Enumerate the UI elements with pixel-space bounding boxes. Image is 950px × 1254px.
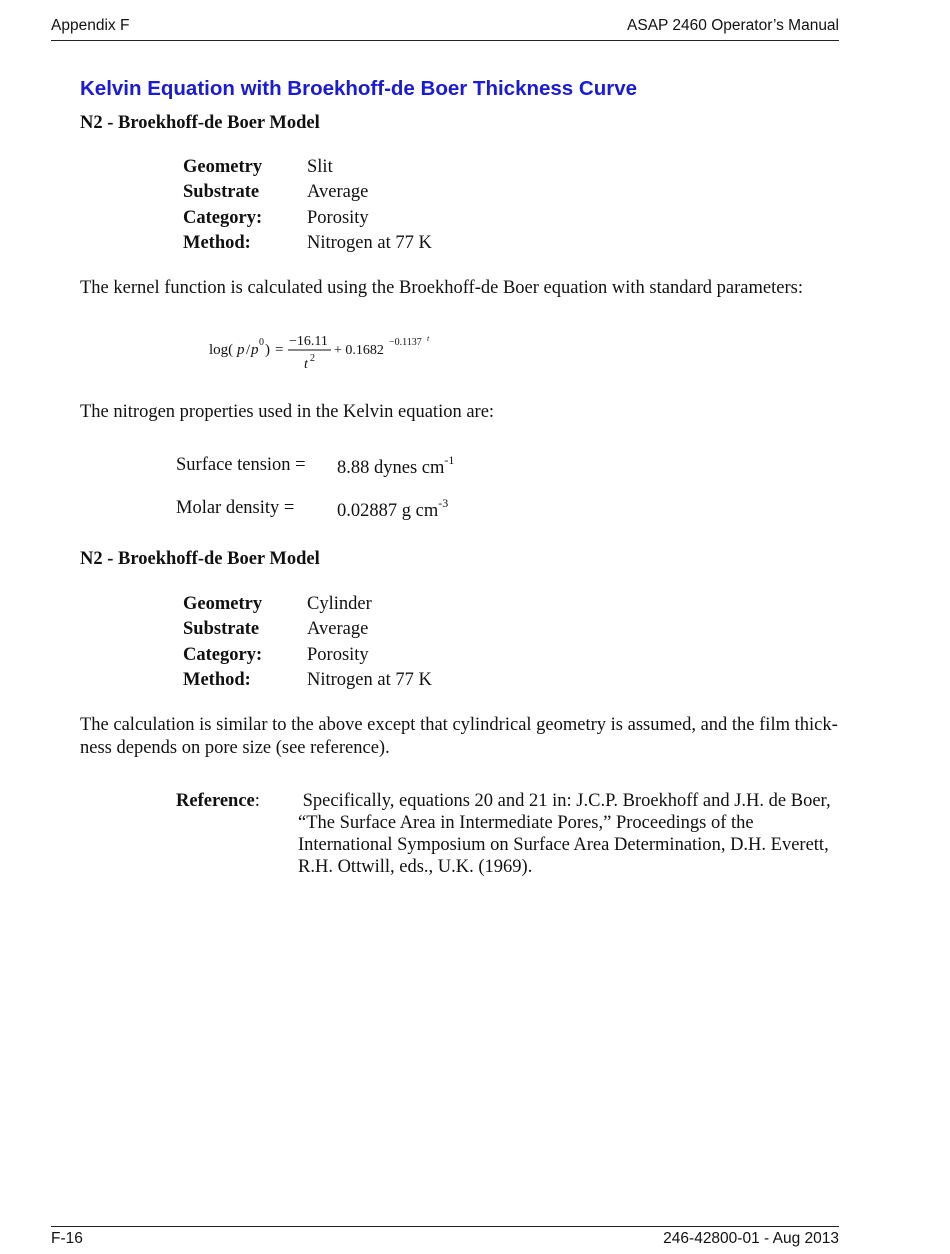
document-number: 246-42800-01 - Aug 2013 — [663, 1230, 839, 1247]
calculation-paragraph — [80, 714, 840, 760]
property-value: Average — [307, 619, 369, 640]
surface-tension-label: Surface tension = — [176, 455, 306, 475]
calculation-line: ness depends on pore size (see reference). — [80, 738, 390, 758]
eq-denominator-superscript: 2 — [310, 353, 315, 364]
property-label: Geometry — [183, 157, 263, 177]
property-value: Nitrogen at 77 K — [307, 669, 432, 690]
reference-line: International Symposium on Surface Area Determination, D.H. Everett, — [298, 835, 829, 855]
property-label: Category: — [183, 207, 263, 228]
model-heading-cylinder: N2 - Broekhoff-de Boer Model — [80, 549, 320, 569]
property-row — [183, 592, 432, 617]
reference-line: “The Surface Area in Intermediate Pores,” Proceedings of the — [298, 813, 754, 833]
surface-tension-value: 8.88 dynes $cm^{-1}$ — [337, 453, 455, 479]
property-label: Geometry — [183, 594, 263, 614]
eq-numerator: −16.11 — [289, 334, 328, 349]
nitrogen-properties-intro: The nitrogen properties used in the Kelvin equation are: — [80, 402, 495, 422]
eq-log: log( — [209, 342, 234, 358]
eq-plus-term: + 0.1682 — [334, 343, 384, 358]
property-row — [183, 231, 432, 256]
molar-density-label: Molar density = — [176, 498, 295, 518]
eq-p0: p — [251, 342, 259, 358]
footer-rule — [51, 1226, 839, 1227]
property-row — [183, 643, 432, 668]
property-row — [183, 155, 432, 180]
broekhoff-de-boer-equation — [209, 330, 449, 378]
reference-line: R.H. Ottwill, eds., U.K. (1969). — [298, 857, 533, 877]
molar-density-exponent: -3 — [438, 496, 449, 510]
page-header-left: Appendix F — [51, 17, 130, 34]
model-properties-cylinder — [183, 592, 432, 693]
molar-density-value: 0.02887 g $cm^{-3}$ — [337, 496, 449, 522]
header-rule — [51, 40, 839, 41]
surface-tension-exponent: -1 — [444, 453, 455, 467]
reference-label: Reference: — [176, 791, 260, 811]
property-label: Method: — [183, 232, 251, 253]
property-row — [183, 206, 432, 231]
property-value: Porosity — [307, 644, 369, 665]
property-label: Substrate — [183, 182, 260, 203]
model-heading-slit: N2 - Broekhoff-de Boer Model — [80, 113, 320, 133]
property-label: Method: — [183, 669, 251, 690]
section-title: Kelvin Equation with Broekhoff-de Boer Thickness Curve — [80, 77, 638, 100]
reference-block — [176, 790, 840, 878]
eq-p: p — [237, 342, 245, 358]
reference-text — [298, 790, 838, 878]
eq-slash: / — [246, 342, 251, 358]
model-properties-slit — [183, 155, 432, 256]
property-row — [183, 668, 432, 693]
eq-denominator: t — [304, 357, 308, 372]
property-label: Substrate — [183, 619, 260, 640]
eq-p0-superscript: 0 — [259, 337, 264, 348]
property-row — [183, 180, 432, 205]
eq-close-paren: ) — [265, 342, 270, 358]
reference-line: Specifically, equations 20 and 21 in: J.C.P. Broekhoff and J.H. de Boer, — [298, 791, 831, 811]
property-row — [183, 617, 432, 642]
eq-exponent: −0.1137 — [389, 337, 422, 348]
eq-equals: = — [275, 342, 284, 358]
page-header-right: ASAP 2460 Operator’s Manual — [627, 17, 839, 34]
eq-exponent-variable: t — [427, 334, 430, 343]
property-value: Slit — [307, 157, 333, 177]
calculation-line: The calculation is similar to the above except that cylindrical geometry is assumed, and the film thick- — [80, 715, 838, 735]
property-value: Cylinder — [307, 594, 372, 614]
property-label: Category: — [183, 644, 263, 665]
property-value: Porosity — [307, 207, 369, 228]
property-value: Nitrogen at 77 K — [307, 232, 432, 253]
property-value: Average — [307, 182, 369, 203]
page-number: F-16 — [51, 1230, 83, 1247]
kernel-intro-paragraph: The kernel function is calculated using the Broekhoff-de Boer equation with standard parameters: — [80, 278, 803, 298]
